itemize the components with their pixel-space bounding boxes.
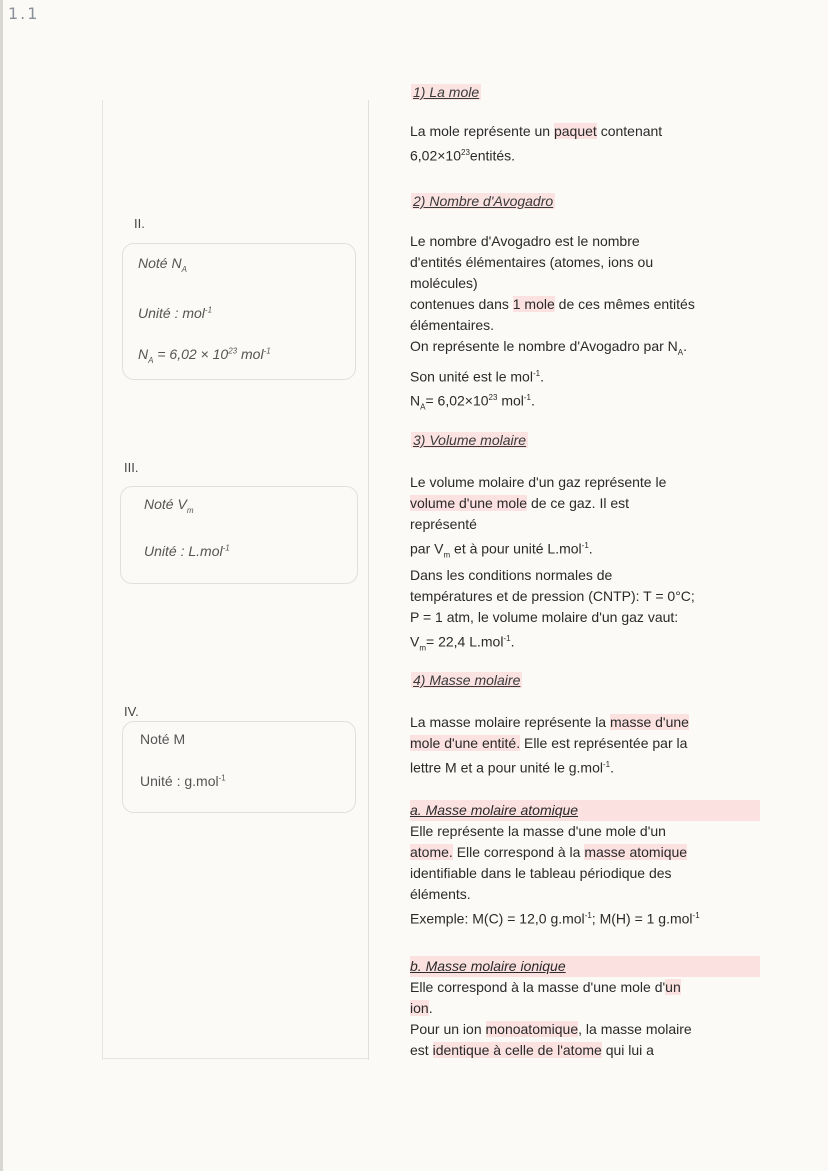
numeral-iv: IV. xyxy=(124,704,139,719)
left-column-bottom-rule xyxy=(102,1058,368,1059)
mass-notation: Noté M xyxy=(140,731,186,747)
numeral-iii: III. xyxy=(124,460,139,475)
avogadro-unit: Unité : mol$^{-1}$ xyxy=(138,305,213,321)
section-4-body xyxy=(410,712,760,779)
sb-line-2: ion. xyxy=(410,1000,433,1016)
sa-line-3: identifiable dans le tableau périodique des xyxy=(410,865,672,881)
s1-line-2: $6,02\times 10^{23}entités$. xyxy=(410,147,516,164)
page-number: 1.1 xyxy=(8,4,40,23)
s3-line-3: représenté xyxy=(410,516,477,532)
s4-line-1: La masse molaire représente la masse d'une xyxy=(410,714,689,730)
margin-line xyxy=(102,100,103,1060)
s3-line-1: Le volume molaire d'un gaz représente le xyxy=(410,474,667,490)
s3-line-6: températures et de pression (CNTP): T = 0°C; xyxy=(410,588,695,605)
avogadro-value: $N_A = 6,02 \times 10^{23}$ mol$^{-1}$ xyxy=(138,346,271,365)
column-divider xyxy=(368,100,369,1060)
mass-unit: Unité : g.mol$^{-1}$ xyxy=(140,773,226,789)
s2-line-1: Le nombre d'Avogadro est le nombre xyxy=(410,233,640,249)
s3-line-7: P = 1 atm, le volume molaire d'un gaz vaut: xyxy=(410,609,679,626)
sb-line-1: Elle correspond à la masse d'une mole d'un xyxy=(410,979,681,995)
s4-line-3: lettre M et a pour unité le g.mol$^{-1}$. xyxy=(410,759,615,776)
s2-line-4: contenues dans 1 mole de ces mêmes entités xyxy=(410,296,695,312)
section-1-title: 1) La mole xyxy=(413,84,480,100)
numeral-ii: II. xyxy=(134,216,145,231)
s3-line-8: $V_m= 22,4$ L.mol$^{-1}$. xyxy=(410,634,515,653)
section-3-body xyxy=(410,472,760,659)
subsection-b-title: b. Masse molaire ionique xyxy=(410,956,760,977)
section-4-title: 4) Masse molaire xyxy=(413,672,521,688)
s2-line-6: On représente le nombre d'Avogadro par $N_A$. xyxy=(410,338,688,357)
subsection-b xyxy=(410,956,760,1061)
subsection-a xyxy=(410,800,760,930)
section-2-title: 2) Nombre d'Avogadro xyxy=(413,193,554,209)
avogadro-notation: Noté $N_A$ xyxy=(138,255,187,274)
s3-line-4: par $V_m$ et à pour unité L.mol$^{-1}$. xyxy=(410,540,593,560)
sa-line-5: Exemple: M(C) = 12,0 g.mol$^{-1}$; M(H) = 1 g.mol$^{-1}$ xyxy=(410,910,700,927)
s2-line-7: Son unité est le mol$^{-1}$. xyxy=(410,368,544,385)
s2-line-2: d'entités élémentaires (atomes, ions ou xyxy=(410,254,654,270)
section-3-title: 3) Volume molaire xyxy=(413,432,527,448)
subsection-a-title: a. Masse molaire atomique xyxy=(410,800,760,821)
page-edge xyxy=(0,0,3,1171)
volume-notation: Noté $V_m$ xyxy=(144,496,194,515)
sa-line-1: Elle représente la masse d'une mole d'un xyxy=(410,823,666,839)
s3-line-2: volume d'une mole de ce gaz. Il est xyxy=(410,495,630,511)
s2-line-5: élémentaires. xyxy=(410,317,495,333)
s2-line-3: molécules) xyxy=(410,275,478,291)
volume-unit: Unité : L.mol$^{-1}$ xyxy=(144,543,230,559)
s4-line-2: mole d'une entité. Elle est représentée par la xyxy=(410,735,688,751)
sa-line-2: atome. Elle correspond à la masse atomique xyxy=(410,844,688,860)
sa-line-4: éléments. xyxy=(410,886,471,902)
sb-line-4: est identique à celle de l'atome qui lui a xyxy=(410,1042,654,1058)
sb-line-3: Pour un ion monoatomique, la masse molaire xyxy=(410,1021,692,1037)
s3-line-5: Dans les conditions normales de xyxy=(410,567,613,584)
s1-line-1: La mole représente un paquet contenant xyxy=(410,123,663,139)
s2-line-8: $N_A= 6,02\times 10^{23}$ mol$^{-1}$. xyxy=(410,393,535,412)
section-1-body xyxy=(410,121,760,167)
section-2-body xyxy=(410,231,760,418)
